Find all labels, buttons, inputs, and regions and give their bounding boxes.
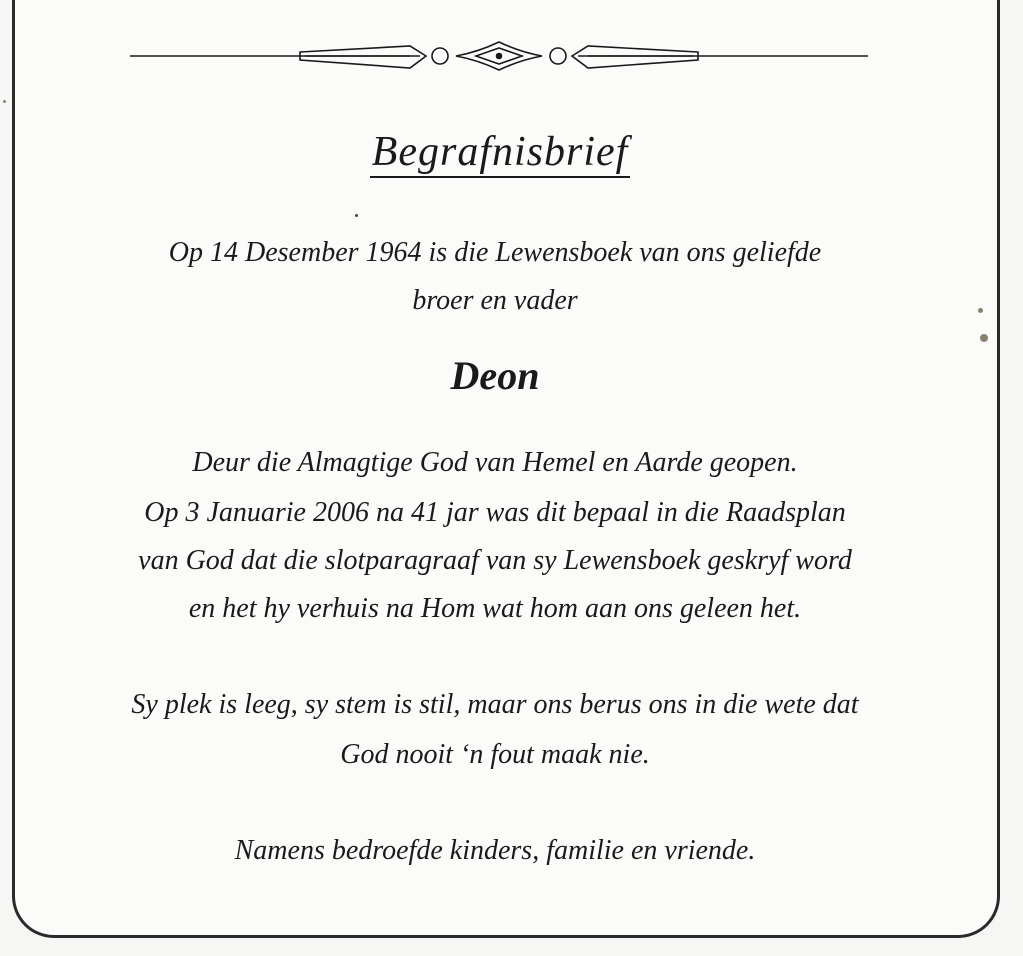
- decorative-divider-ornament: [130, 34, 868, 82]
- scan-speck: [355, 214, 358, 217]
- paragraph-1-line-3: van God dat die slotparagraaf van sy Lewensboek geskryf word: [138, 545, 852, 576]
- paragraph-1-line-4: en het hy verhuis na Hom wat hom aan ons geleen het.: [188, 593, 802, 624]
- intro-line-2: broer en vader: [412, 285, 578, 316]
- paragraph-2-line-2: God nooit ‘n fout maak nie.: [340, 739, 650, 770]
- paragraph-2-line-1: Sy plek is leeg, sy stem is stil, maar ons berus ons in die wete dat: [131, 689, 859, 720]
- paragraph-1-line-2: Op 3 Januarie 2006 na 41 jar was dit bepaal in die Raadsplan: [144, 497, 846, 528]
- closing-line: Namens bedroefde kinders, familie en vriende.: [234, 835, 756, 866]
- paragraph-1-line-1: Deur die Almagtige God van Hemel en Aarde geopen.: [192, 447, 798, 478]
- page-title: [0, 128, 1000, 178]
- page-title-text: Begrafnisbrief: [370, 128, 631, 178]
- scan-speck: [980, 334, 988, 342]
- scan-speck: [3, 100, 6, 103]
- scan-speck: [978, 308, 983, 313]
- intro-line-1: Op 14 Desember 1964 is die Lewensboek van ons geliefde: [168, 237, 822, 268]
- deceased-name: Deon: [450, 353, 540, 398]
